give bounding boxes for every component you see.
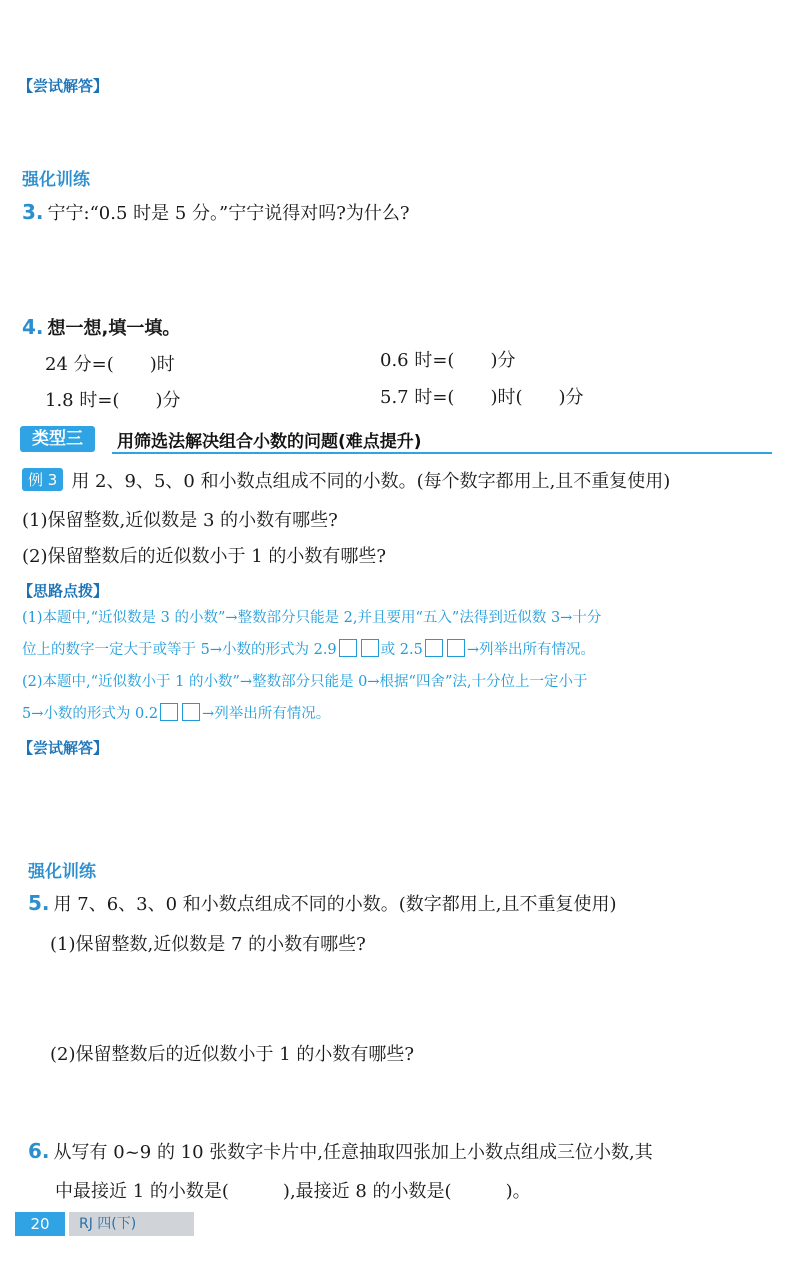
- blank-box: [182, 703, 200, 721]
- fill-item: 24 分=( )时: [45, 354, 175, 375]
- hint-text: 位上的数字一定大于或等于 5→小数的形式为 2.9: [22, 642, 337, 658]
- example-sub-2: (2)保留整数后的近似数小于 1 的小数有哪些?: [22, 546, 387, 567]
- hint-line-2: [22, 638, 595, 659]
- example-text: 用 2、9、5、0 和小数点组成不同的小数。(每个数字都用上,且不重复使用): [71, 471, 671, 492]
- hint-text: 5→小数的形式为 0.2: [22, 706, 159, 722]
- try-answer-label: 【尝试解答】: [18, 739, 109, 757]
- hint-line-3: (2)本题中,“近似数小于 1 的小数”→整数部分只能是 0→根据“四舍”法,十分位上一定小于: [22, 674, 588, 690]
- question-text: 想一想,填一填。: [47, 318, 181, 339]
- type-underline: [112, 452, 772, 454]
- blank-box: [425, 639, 443, 657]
- type-heading-bar: [20, 425, 775, 455]
- question-number: 6.: [28, 1139, 50, 1163]
- question-text: 宁宁:“0.5 时是 5 分。”宁宁说得对吗?为什么?: [47, 203, 410, 224]
- fill-item: 0.6 时=( )分: [380, 350, 516, 371]
- practice-heading: 强化训练: [28, 862, 96, 882]
- question-text: 从写有 0~9 的 10 张数字卡片中,任意抽取四张加上小数点组成三位小数,其: [53, 1142, 653, 1163]
- hint-text: →列举出所有情况。: [202, 706, 331, 722]
- fill-item: 1.8 时=( )分: [45, 390, 181, 411]
- try-answer-label: 【尝试解答】: [18, 77, 109, 95]
- type-tag: 类型三: [20, 426, 95, 452]
- question-text: 用 7、6、3、0 和小数点组成不同的小数。(数字都用上,且不重复使用): [53, 894, 617, 915]
- practice-heading: 强化训练: [22, 170, 90, 190]
- hint-text: →列举出所有情况。: [466, 642, 595, 658]
- hint-text: 或 2.5: [380, 642, 423, 658]
- blank-box: [339, 639, 357, 657]
- question-6-line-2: 中最接近 1 的小数是( ),最接近 8 的小数是( )。: [55, 1181, 531, 1202]
- question-6: [28, 1138, 653, 1164]
- question-5-sub-2: (2)保留整数后的近似数小于 1 的小数有哪些?: [50, 1044, 415, 1065]
- page-number: 20: [15, 1212, 65, 1236]
- type-title: 用筛选法解决组合小数的问题(难点提升): [117, 432, 422, 452]
- question-4: [22, 314, 180, 340]
- question-5: [28, 890, 617, 916]
- question-3: [22, 199, 410, 225]
- question-number: 4.: [22, 315, 44, 339]
- fill-item: 5.7 时=( )时( )分: [380, 387, 584, 408]
- hint-line-4: [22, 702, 330, 723]
- question-number: 3.: [22, 200, 44, 224]
- example-3: [22, 467, 670, 493]
- hint-line-1: (1)本题中,“近似数是 3 的小数”→整数部分只能是 2,并且要用“五入”法得到近似数 3→十分: [22, 610, 602, 626]
- question-number: 5.: [28, 891, 50, 915]
- blank-box: [361, 639, 379, 657]
- example-sub-1: (1)保留整数,近似数是 3 的小数有哪些?: [22, 510, 338, 531]
- blank-box: [447, 639, 465, 657]
- hint-label: 【思路点拨】: [18, 582, 109, 600]
- question-5-sub-1: (1)保留整数,近似数是 7 的小数有哪些?: [50, 934, 366, 955]
- blank-box: [160, 703, 178, 721]
- example-tag: 例 3: [22, 468, 63, 491]
- edition-label: RJ 四(下): [69, 1212, 194, 1236]
